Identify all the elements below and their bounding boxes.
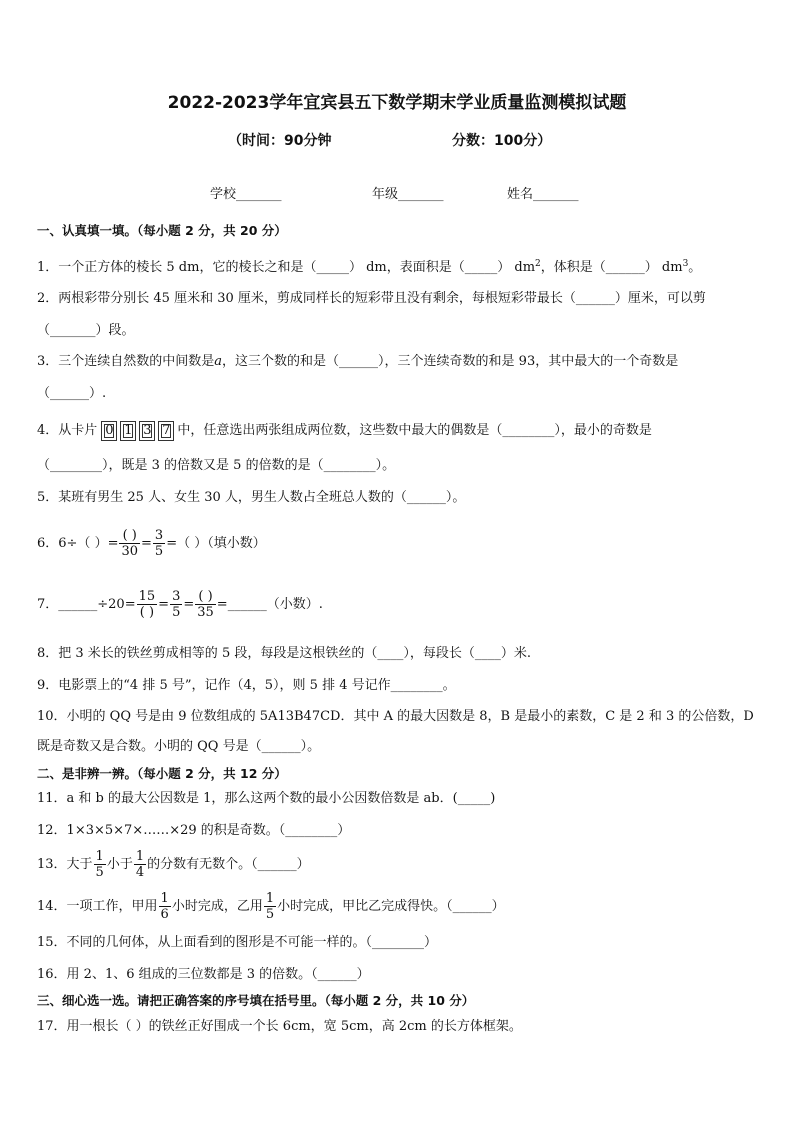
- section-2-heading: 二、是非辨一辨。（每小题 2 分，共 12 分）: [37, 766, 287, 781]
- q3-variable: a: [214, 354, 223, 369]
- exam-time: （时间：90分钟: [228, 133, 332, 149]
- q7-text-b: =______（小数）.: [216, 597, 323, 612]
- question-13: [37, 846, 764, 884]
- question-4-line-1: [37, 420, 764, 442]
- card-1: 1: [120, 421, 136, 441]
- q4-text-b: 中，任意选出两张组成两位数，这些数中最大的偶数是（________），最小的奇数是: [177, 423, 652, 438]
- q3-text-b: ，这三个数的和是（______），三个连续奇数的和是 93，其中最大的一个奇数是: [222, 354, 679, 369]
- question-9: 9．电影票上的“4 排 5 号”，记作（4，5），则 5 排 4 号记作________。: [37, 678, 456, 693]
- exam-score: 分数：100分）: [452, 133, 552, 149]
- q7-fraction-1: $\frac{15}{( )}$: [138, 589, 156, 620]
- q6-fraction-1: $\frac{( )}{30}$: [121, 528, 139, 559]
- question-14: [37, 888, 764, 926]
- q3-text-a: 3．三个连续自然数的中间数是: [37, 354, 215, 369]
- question-15: 15．不同的几何体，从上面看到的图形是不可能一样的。（________）: [37, 935, 438, 950]
- question-1: [37, 255, 764, 277]
- question-10-line-1: 10．小明的 QQ 号是由 9 位数组成的 5A13B47CD．其中 A 的最大因数是 8，B 是最小的素数，C 是 2 和 3 的公倍数，D: [37, 709, 754, 724]
- q14-text-a: 14．一项工作，甲用: [37, 899, 158, 914]
- q1-text-a: 1．一个正方体的棱长 5 dm，它的棱长之和是（_____） dm，表面积是（_____） dm: [37, 260, 536, 275]
- q1-text-c: 。: [688, 260, 702, 275]
- q7-equals-2: =: [183, 597, 195, 612]
- card-0: 0: [101, 421, 117, 441]
- q7-text-a: 7．______÷20=: [37, 597, 136, 612]
- q14-text-b: 小时完成，乙用: [171, 899, 263, 914]
- grade-field[interactable]: 年级_______: [372, 187, 444, 202]
- question-6: [37, 524, 764, 564]
- q13-fraction-1: $\frac{1}{5}$: [95, 849, 104, 880]
- q6-fraction-2: $\frac{3}{5}$: [154, 528, 164, 559]
- school-field[interactable]: 学校_______: [210, 187, 282, 202]
- exam-title: 2022-2023学年宜宾县五下数学期末学业质量监测模拟试题: [167, 93, 627, 113]
- question-17: 17．用一根长（ ）的铁丝正好围成一个长 6cm，宽 5cm，高 2cm 的长方体框架。: [37, 1019, 522, 1034]
- question-11: 11．a 和 b 的最大公因数是 1，那么这两个数的最小公因数倍数是 ab．(_____): [37, 791, 496, 806]
- question-10-line-2: 既是奇数又是合数。小明的 QQ 号是（______）。: [37, 739, 321, 754]
- q14-fraction-1: $\frac{1}{6}$: [160, 891, 169, 922]
- q6-equals: =: [141, 536, 152, 551]
- question-5: 5．某班有男生 25 人、女生 30 人，男生人数占全班总人数的（______）。: [37, 490, 466, 505]
- q7-fraction-2: $\frac{3}{5}$: [172, 589, 181, 620]
- q1-sup-2: 2: [535, 259, 541, 269]
- question-12: 12．1×3×5×7×……×29 的积是奇数。（________）: [37, 823, 351, 838]
- card-7: 7: [158, 421, 174, 441]
- question-2-line-1: 2．两根彩带分别长 45 厘米和 30 厘米，剪成同样长的短彩带且没有剩余，每根短彩带最长（______）厘米，可以剪: [37, 291, 706, 306]
- q6-text-a: 6．6÷（ ）=: [37, 536, 119, 551]
- q7-fraction-3: $\frac{( )}{35}$: [197, 589, 214, 620]
- q6-text-b: =（ ）（填小数）: [166, 536, 266, 551]
- q14-fraction-2: $\frac{1}{5}$: [265, 891, 275, 922]
- q4-text-a: 4．从卡片: [37, 423, 98, 438]
- question-8: 8．把 3 米长的铁丝剪成相等的 5 段，每段是这根铁丝的（____），每段长（____）米.: [37, 646, 531, 661]
- q14-text-c: 小时完成，甲比乙完成得快。（______）: [277, 899, 505, 914]
- q1-sup-3: 3: [682, 259, 689, 269]
- question-16: 16．用 2、1、6 组成的三位数都是 3 的倍数。（______）: [37, 967, 370, 982]
- q1-text-b: ，体积是（______） dm: [540, 260, 683, 275]
- card-3: 3: [139, 421, 155, 441]
- q7-equals-1: =: [158, 597, 170, 612]
- q13-text-c: 的分数有无数个。（______）: [147, 857, 310, 872]
- section-1-heading: 一、认真填一填。（每小题 2 分，共 20 分）: [37, 223, 287, 238]
- question-4-line-2: （________），既是 3 的倍数又是 5 的倍数的是（________）。: [37, 458, 396, 473]
- q13-text-a: 13．大于: [37, 857, 93, 872]
- question-3-line-1: [37, 353, 764, 371]
- section-3-heading: 三、细心选一选。请把正确答案的序号填在括号里。（每小题 2 分，共 10 分）: [37, 993, 475, 1008]
- question-3-line-2: （______）.: [37, 386, 107, 401]
- question-7: [37, 585, 764, 625]
- question-2-line-2: （_______）段。: [37, 323, 135, 338]
- name-field[interactable]: 姓名_______: [507, 187, 579, 202]
- q13-text-b: 小于: [106, 857, 133, 872]
- q13-fraction-2: $\frac{1}{4}$: [135, 849, 145, 880]
